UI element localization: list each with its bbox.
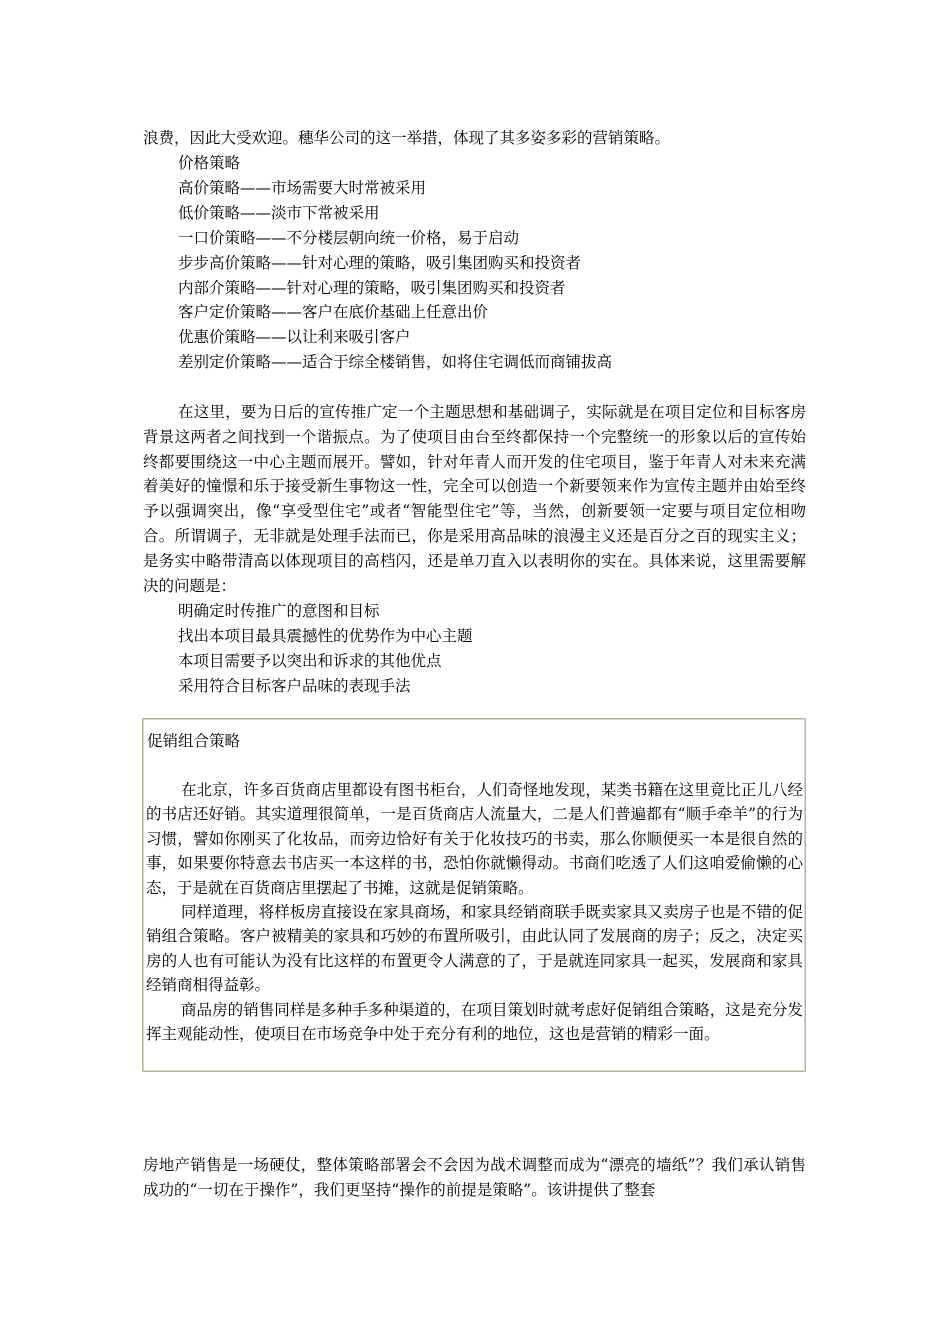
pricing-item: 步步高价策略——针对心理的策略，吸引集团购买和投资者 bbox=[178, 254, 582, 272]
intro-line: 浪费，因此大受欢迎。穗华公司的这一举措，体现了其多姿多彩的营销策略。 bbox=[143, 129, 671, 147]
closing-paragraph: 房地产销售是一场硬仗，整体策略部署会不会因为战术调整而成为“漂亮的墙纸”？我们承认销售成功的“一切在于操作”，我们更坚持“操作的前提是策略”。该讲提供了整套 bbox=[143, 1156, 806, 1199]
promotion-box-title: 促销组合策略 bbox=[147, 732, 241, 750]
pricing-item: 低价策略——淡市下常被采用 bbox=[178, 204, 380, 222]
theme-item: 找出本项目最具震撼性的优势作为中心主题 bbox=[178, 627, 473, 645]
promotion-box bbox=[142, 718, 806, 1072]
theme-item: 采用符合目标客户品味的表现手法 bbox=[178, 677, 411, 695]
pricing-item: 差别定价策略——适合于综全楼销售，如将住宅调低而商铺拔高 bbox=[178, 353, 613, 371]
pricing-item: 高价策略——市场需要大时常被采用 bbox=[178, 179, 427, 197]
pricing-item: 一口价策略——不分楼层朝向统一价格，易于启动 bbox=[178, 229, 520, 247]
theme-paragraph: 在这里，要为日后的宣传推广定一个主题思想和基础调子，实际就是在项目定位和目标客房背景这两者之间找到一个谐振点。为了使项目由台至终都保持一个完整统一的形象以后的宣传始终都要围绕这一中心主题而展开。譬如，针对年青人而开发的住宅项目，鉴于年青人对未来充满着美好的憧憬和乐于接受新生事物这一性，完全可以创造一个新要领来作为宣传主题并由始至终予以强调突出，像“享受型住宅”或者“智能型住宅”等，当然，创新要领一定要与项目定位相吻合。所谓调子，无非就是处理手法而已，你是采用高品味的浪漫主义还是百分之百的现实主义；是务实中略带清高以体现项目的高档闪，还是单刀直入以表明你的实在。具体来说，这里需要解决的问题是： bbox=[143, 403, 806, 595]
pricing-item: 优惠价策略——以让利来吸引客户 bbox=[178, 328, 411, 346]
pricing-heading: 价格策略 bbox=[178, 154, 241, 172]
theme-item: 本项目需要予以突出和诉求的其他优点 bbox=[178, 652, 442, 670]
promotion-paragraph: 同样道理，将样板房直接设在家具商场，和家具经销商联手既卖家具又卖房子也是不错的促销组合策略。客户被精美的家具和巧妙的布置所吸引，由此认同了发展商的房子；反之，决定买房的人也有可能认为没有比这样的布置更令人满意的了，于是就连同家具一起买，发展商和家具经销商相得益彰。 bbox=[146, 903, 803, 995]
pricing-item: 客户定价策略——客户在底价基础上任意出价 bbox=[178, 303, 489, 321]
promotion-paragraph: 商品房的销售同样是多种手多种渠道的，在项目策划时就考虑好促销组合策略，这是充分发挥主观能动性，使项目在市场竞争中处于充分有利的地位，这也是营销的精彩一面。 bbox=[146, 1001, 803, 1044]
theme-item: 明确定时传推广的意图和目标 bbox=[178, 602, 380, 620]
pricing-item: 内部介策略——针对心理的策略，吸引集团购买和投资者 bbox=[178, 279, 566, 297]
promotion-paragraph: 在北京，许多百货商店里都设有图书柜台，人们奇怪地发现，某类书籍在这里竟比正儿八经的书店还好销。其实道理很简单，一是百货商店人流量大，二是人们普遍都有“顺手牵羊”的行为习惯，譬如你刚买了化妆品，而旁边恰好有关于化妆技巧的书卖，那么你顺便买一本是很自然的事，如果要你特意去书店买一本这样的书，恐怕你就懒得动。书商们吃透了人们这咱爱偷懒的心态，于是就在百货商店里摆起了书摊，这就是促销策略。 bbox=[146, 781, 803, 897]
